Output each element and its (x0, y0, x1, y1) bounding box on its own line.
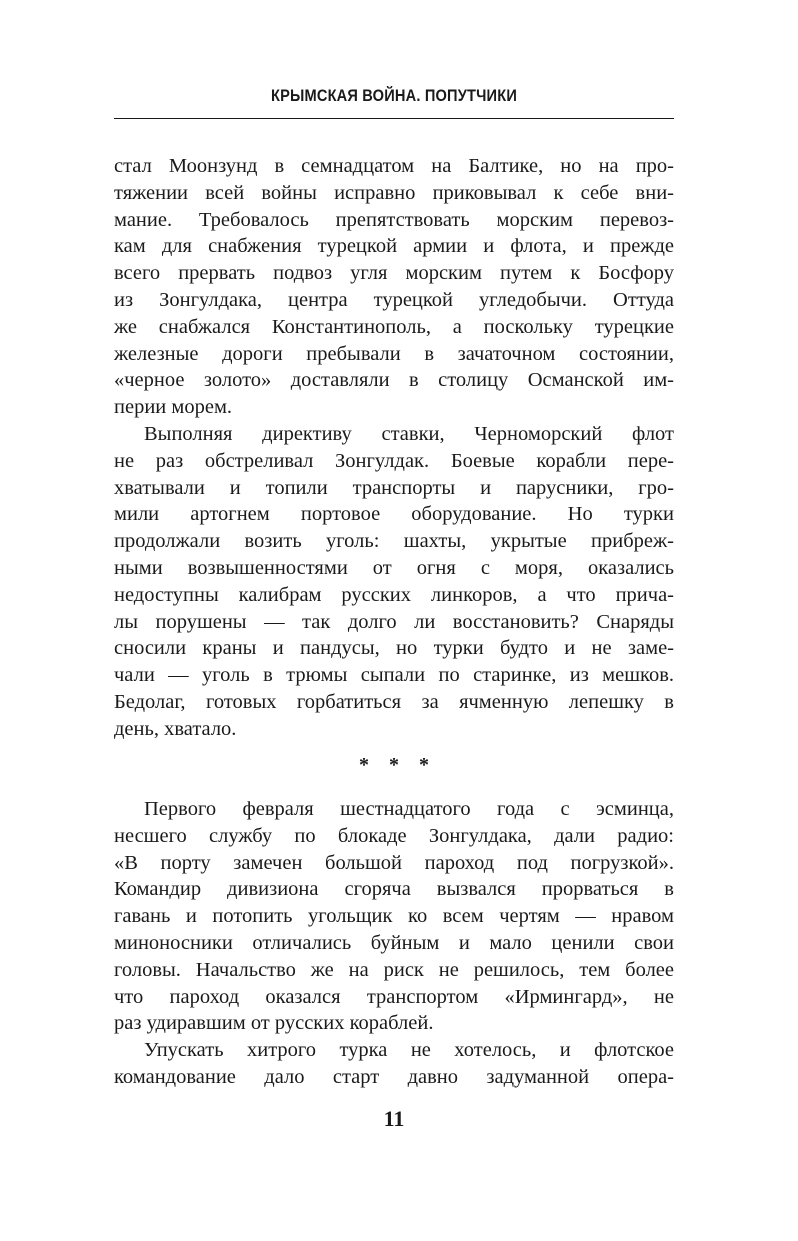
text-line: недоступны калибрам русских линкоров, а что прича- (114, 583, 674, 606)
text-line: Бедолаг, готовых горбатиться за ячменную лепешку в (114, 690, 674, 713)
running-head: КРЫМСКАЯ ВОЙНА. ПОПУТЧИКИ (270, 86, 518, 105)
text-line: раз удиравшим от русских кораблей. (114, 1012, 434, 1035)
text-line: Упускать хитрого турка не хотелось, и флотское (144, 1039, 674, 1062)
text-line: же снабжался Константинополь, а поскольку турецкие (114, 315, 674, 338)
text-line: хватывали и топили транспорты и парусники, гро- (114, 476, 674, 499)
text-line: из Зонгулдака, центра турецкой угледобычи. Оттуда (114, 288, 674, 311)
paragraph (114, 421, 674, 743)
paragraph (114, 1037, 674, 1091)
text-line: чали — уголь в трюмы сыпали по старинке, из мешков. (114, 664, 674, 687)
text-line: несшего службу по блокаде Зонгулдака, дали радио: (114, 824, 674, 847)
text-line: Командир дивизиона сгоряча вызвался прорваться в (114, 878, 674, 901)
text-line: всего прервать подвоз угля морским путем к Босфору (114, 262, 674, 285)
text-line: «черное золото» доставляли в столицу Османской им- (114, 369, 674, 392)
header-rule (114, 118, 674, 119)
asterisk: * (359, 754, 369, 776)
text-section-1 (114, 153, 674, 421)
text-section-3 (114, 796, 674, 1091)
text-line: Первого февраля шестнадцатого года с эсминца, (144, 798, 674, 820)
text-line: тяжении всей войны исправно приковывал к себе вни- (114, 181, 674, 204)
text-line: продолжали возить уголь: шахты, укрытые прибреж- (114, 530, 674, 553)
section-break-asterism (114, 754, 674, 777)
text-line: мание. Требовалось препятствовать морским перевоз- (114, 208, 674, 231)
text-line: лы порушены — так долго ли восстановить? Снаряды (114, 610, 674, 633)
paragraph (114, 153, 674, 421)
text-line: перии морем. (114, 396, 233, 419)
text-line: «В порту замечен большой пароход под погрузкой». (114, 851, 674, 874)
asterisk: * (419, 754, 429, 776)
text-line: мили артогнем портовое оборудование. Но турки (114, 503, 674, 526)
text-line: не раз обстреливал Зонгулдак. Боевые корабли пере- (114, 449, 674, 472)
text-line: сносили краны и пандусы, но турки будто и не заме- (114, 637, 674, 660)
text-line: гавань и потопить угольщик ко всем чертям — нравом (114, 905, 674, 928)
text-line: что пароход оказался транспортом «Ирмингард», не (114, 985, 674, 1008)
text-line: Выполняя директиву ставки, Черноморский флот (144, 423, 674, 445)
page-number: 11 (383, 1106, 405, 1131)
text-line: головы. Начальство же на риск не решилось, тем более (114, 958, 674, 981)
asterisk: * (389, 754, 399, 776)
text-line: стал Моонзунд в семнадцатом на Балтике, но на про- (114, 155, 674, 177)
text-line: ными возвышенностями от огня с моря, оказались (114, 556, 674, 579)
text-line: кам для снабжения турецкой армии и флота, и прежде (114, 235, 674, 258)
text-section-2 (114, 421, 674, 743)
text-line: миноносники отличались буйным и мало ценили свои (114, 931, 674, 954)
text-line: железные дороги пребывали в зачаточном состоянии, (114, 342, 674, 365)
paragraph (114, 796, 674, 1037)
text-line: день, хватало. (114, 717, 237, 740)
text-line: командование дало старт давно задуманной опера- (114, 1065, 674, 1088)
